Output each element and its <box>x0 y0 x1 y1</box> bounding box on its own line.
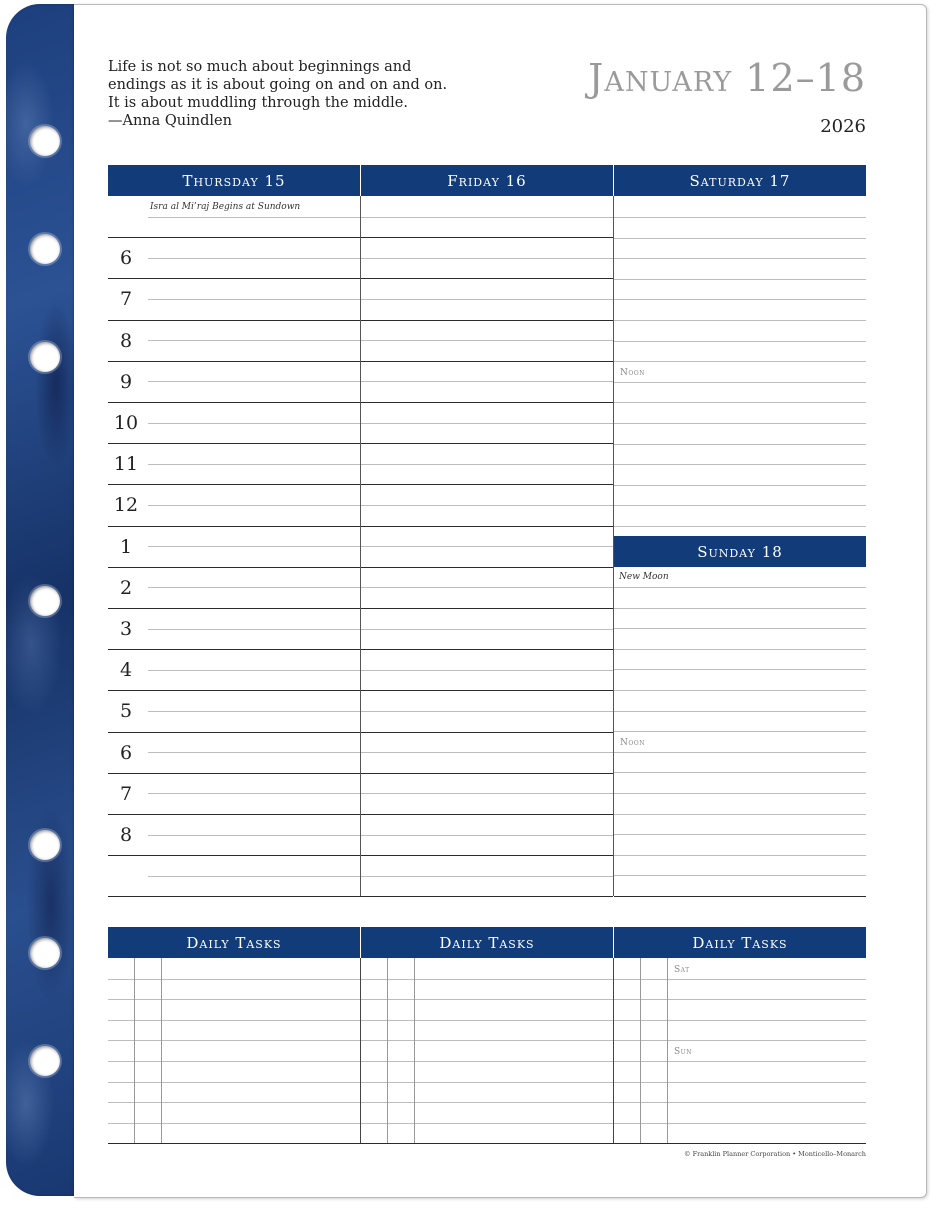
saturday-line <box>614 217 866 218</box>
hour-label: 6 <box>119 247 133 270</box>
column-divider <box>613 196 614 896</box>
quote-line: It is about muddling through the middle. <box>108 95 408 111</box>
quote-author: —Anna Quindlen <box>108 113 232 129</box>
punch-hole <box>30 342 60 372</box>
half-hour-line <box>148 629 360 630</box>
half-hour-line <box>361 752 613 753</box>
half-hour-line <box>148 299 360 300</box>
task-column-divider <box>161 958 162 1143</box>
sunday-noon-label: Noon <box>620 738 645 748</box>
sunday-line <box>614 587 866 588</box>
thursday-note: Isra al Mi’raj Begins at Sundown <box>150 202 301 212</box>
hour-label: 5 <box>119 700 133 723</box>
sunday-line <box>614 731 866 732</box>
sunday-line <box>614 608 866 609</box>
task-column-divider <box>613 958 614 1143</box>
day-header-friday: Friday 16 <box>361 165 613 196</box>
half-hour-line <box>361 464 613 465</box>
day-header-thursday: Thursday 15 <box>108 165 360 196</box>
task-line <box>108 1102 866 1103</box>
half-hour-line <box>148 835 360 836</box>
sunday-line <box>614 690 866 691</box>
hour-label: 9 <box>119 370 133 393</box>
half-hour-line <box>361 793 613 794</box>
hour-label: 8 <box>119 824 133 846</box>
half-hour-line <box>148 752 360 753</box>
task-column-divider <box>414 958 415 1143</box>
saturday-line <box>614 464 866 465</box>
half-hour-line <box>361 711 613 712</box>
copyright-footer: © Franklin Planner Corporation • Monticello–Monarch <box>684 1150 866 1158</box>
tasks-bottom-line <box>108 1143 866 1144</box>
hour-label: 2 <box>119 576 133 599</box>
half-hour-line <box>361 546 613 547</box>
task-line <box>108 1123 866 1124</box>
binder-strip <box>6 4 76 1196</box>
sunday-line <box>614 814 866 815</box>
sunday-line <box>614 752 866 753</box>
sunday-line <box>614 793 866 794</box>
half-hour-line <box>361 670 613 671</box>
hour-label: 6 <box>119 741 133 764</box>
task-column-divider <box>387 958 388 1143</box>
task-line <box>108 1061 866 1062</box>
punch-hole <box>30 938 60 968</box>
saturday-line <box>614 402 866 403</box>
hour-label: 7 <box>119 288 133 311</box>
tasks-header-friday: Daily Tasks <box>361 927 613 958</box>
saturday-line <box>614 299 866 300</box>
half-hour-line <box>148 505 360 506</box>
half-hour-line <box>361 587 613 588</box>
half-hour-line <box>361 217 613 218</box>
half-hour-line <box>148 464 360 465</box>
punch-hole <box>30 586 60 616</box>
half-hour-line <box>148 711 360 712</box>
sunday-line <box>614 649 866 650</box>
saturday-line <box>614 423 866 424</box>
hour-label: 8 <box>119 329 133 352</box>
grid-bottom-line <box>614 896 866 897</box>
hour-label: 11 <box>113 453 139 476</box>
sunday-line <box>614 834 866 835</box>
half-hour-line <box>148 340 360 341</box>
punch-hole <box>30 830 60 860</box>
page-title: January 12–18 <box>588 56 866 100</box>
saturday-line <box>614 341 866 342</box>
half-hour-line <box>361 835 613 836</box>
quote-line: Life is not so much about beginnings and <box>108 59 412 75</box>
task-line <box>108 1082 866 1083</box>
half-hour-line <box>361 876 613 877</box>
half-hour-line <box>148 670 360 671</box>
task-line <box>108 1020 866 1021</box>
saturday-line <box>614 444 866 445</box>
half-hour-line <box>148 546 360 547</box>
punch-hole <box>30 234 60 264</box>
punch-hole <box>30 126 60 156</box>
sunday-line <box>614 855 866 856</box>
half-hour-line <box>148 587 360 588</box>
task-column-divider <box>640 958 641 1143</box>
half-hour-line <box>148 876 360 877</box>
saturday-line <box>614 361 866 362</box>
half-hour-line <box>361 381 613 382</box>
hour-label: 1 <box>119 535 133 558</box>
task-column-divider <box>667 958 668 1143</box>
sunday-line <box>614 772 866 773</box>
hour-label: 7 <box>119 782 133 805</box>
saturday-line <box>614 526 866 527</box>
sunday-line <box>614 628 866 629</box>
quote-line: endings as it is about going on and on and on. <box>108 77 448 93</box>
half-hour-line <box>361 423 613 424</box>
task-line <box>108 999 866 1000</box>
tasks-sun-label: Sun <box>674 1047 692 1057</box>
day-header-sunday: Sunday 18 <box>614 536 866 567</box>
saturday-line <box>614 382 866 383</box>
task-line <box>108 1040 866 1041</box>
tasks-sat-label: Sat <box>674 965 690 975</box>
sunday-line <box>614 711 866 712</box>
quote <box>108 58 448 130</box>
half-hour-line <box>148 423 360 424</box>
half-hour-line <box>361 629 613 630</box>
half-hour-line <box>148 217 360 218</box>
saturday-line <box>614 505 866 506</box>
task-line <box>108 979 866 980</box>
sunday-line <box>614 669 866 670</box>
half-hour-line <box>361 505 613 506</box>
hour-label: 3 <box>119 618 133 640</box>
task-column-divider <box>360 958 361 1143</box>
half-hour-line <box>148 258 360 259</box>
half-hour-line <box>361 299 613 300</box>
saturday-line <box>614 320 866 321</box>
half-hour-line <box>148 793 360 794</box>
day-header-saturday: Saturday 17 <box>614 165 866 196</box>
half-hour-line <box>361 340 613 341</box>
hour-label: 12 <box>113 494 139 517</box>
task-column-divider <box>134 958 135 1143</box>
hour-line <box>108 896 613 897</box>
hour-label: 10 <box>113 412 139 434</box>
half-hour-line <box>148 381 360 382</box>
half-hour-line <box>361 258 613 259</box>
punch-hole <box>30 1046 60 1076</box>
hour-label: 4 <box>119 659 133 682</box>
sunday-note: New Moon <box>619 572 669 582</box>
tasks-header-weekend: Daily Tasks <box>614 927 866 958</box>
saturday-line <box>614 258 866 259</box>
sunday-line <box>614 875 866 876</box>
saturday-line <box>614 485 866 486</box>
saturday-noon-label: Noon <box>620 368 645 378</box>
page-year: 2026 <box>820 116 866 137</box>
saturday-line <box>614 238 866 239</box>
tasks-header-thursday: Daily Tasks <box>108 927 360 958</box>
column-divider <box>360 196 361 896</box>
saturday-line <box>614 279 866 280</box>
